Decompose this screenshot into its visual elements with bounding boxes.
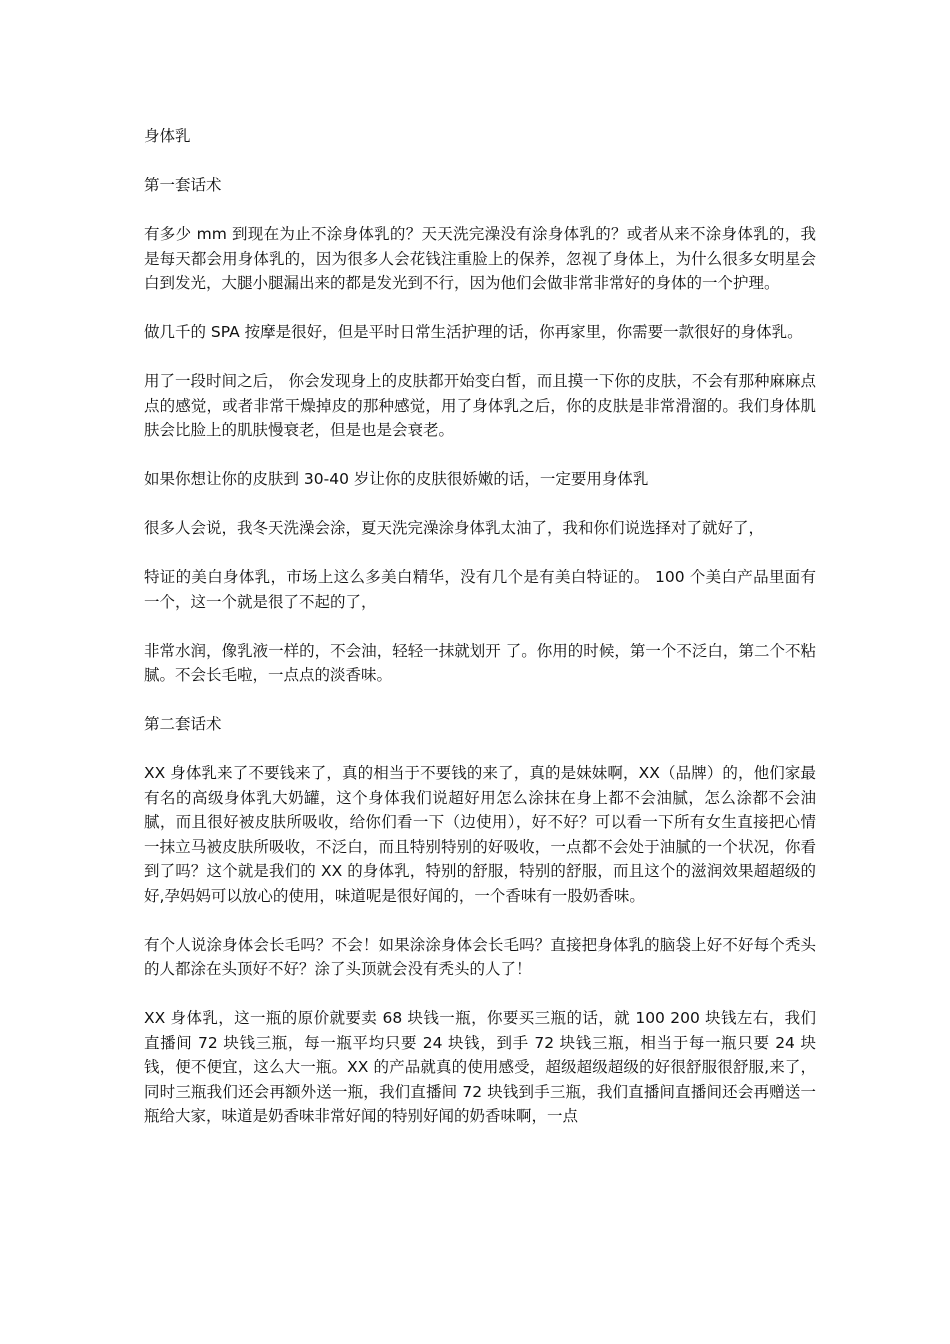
section-heading-first-script: 第一套话术 [144,176,222,194]
paragraph: XX 身体乳，这一瓶的原价就要卖 68 块钱一瓶，你要买三瓶的话，就 100 200 块钱左右，我们直播间 72 块钱三瓶，每一瓶平均只要 24 块钱，到手 72 块钱三瓶，相当于每一瓶只要 24 块钱，便不便宜，这么大一瓶。XX 的产品就真的使用感受，超级超级超级的好很舒服很舒服,来了，同时三瓶我们还会再额外送一瓶，我们直播间 72 块钱到手三瓶，我们直播间直播间还会再赠送一瓶给大家，味道是奶香味非常好闻的特别好闻的奶香味啊，一点 [144,1009,816,1125]
paragraph: 如果你想让你的皮肤到 30-40 岁让你的皮肤很娇嫩的话，一定要用身体乳 [144,470,649,488]
paragraph: 有多少 mm 到现在为止不涂身体乳的？天天洗完澡没有涂身体乳的？或者从来不涂身体乳的，我是每天都会用身体乳的，因为很多人会花钱注重脸上的保养，忽视了身体上，为什么很多女明星会白到发光，大腿小腿漏出来的都是发光到不行，因为他们会做非常非常好的身体的一个护理。 [144,225,816,292]
document-title: 身体乳 [144,127,191,145]
paragraph: 非常水润，像乳液一样的，不会油，轻轻一抹就划开 了。你用的时候，第一个不泛白，第二个不粘腻。不会长毛啦，一点点的淡香味。 [144,641,816,684]
section-heading-second-script: 第二套话术 [144,715,222,733]
paragraph: XX 身体乳来了不要钱来了，真的相当于不要钱的来了，真的是妹妹啊，XX（品牌）的，他们家最有名的高级身体乳大奶罐，这个身体我们说超好用怎么涂抹在身上都不会油腻，怎么涂都不会油腻，而且很好被皮肤所吸收，给你们看一下（边使用），好不好？可以看一下所有女生直接把心情一抹立马被皮肤所吸收，不泛白，而且特别特别的好吸收，一点都不会处于油腻的一个状况，你看到了吗？这个就是我们的 XX 的身体乳，特别的舒服，特别的舒服，而且这个的滋润效果超超级的好,孕妈妈可以放心的使用，味道呢是很好闻的，一个香味有一股奶香味。 [144,764,816,905]
paragraph: 做几千的 SPA 按摩是很好，但是平时日常生活护理的话，你再家里，你需要一款很好的身体乳。 [144,323,803,341]
paragraph: 有个人说涂身体会长毛吗？不会！如果涂涂身体会长毛吗？直接把身体乳的脑袋上好不好每个秃头的人都涂在头顶好不好？涂了头顶就会没有秃头的人了！ [144,935,816,978]
paragraph: 很多人会说，我冬天洗澡会涂，夏天洗完澡涂身体乳太油了，我和你们说选择对了就好了， [144,519,765,537]
paragraph: 用了一段时间之后， 你会发现身上的皮肤都开始变白皙，而且摸一下你的皮肤，不会有那种麻麻点点的感觉，或者非常干燥掉皮的那种感觉，用了身体乳之后，你的皮肤是非常滑溜的。我们身体肌肤会比脸上的肌肤慢衰老，但是也是会衰老。 [144,372,816,439]
paragraph: 特证的美白身体乳，市场上这么多美白精华，没有几个是有美白特证的。 100 个美白产品里面有一个，这一个就是很了不起的了， [144,568,816,611]
document-body [144,124,816,1153]
